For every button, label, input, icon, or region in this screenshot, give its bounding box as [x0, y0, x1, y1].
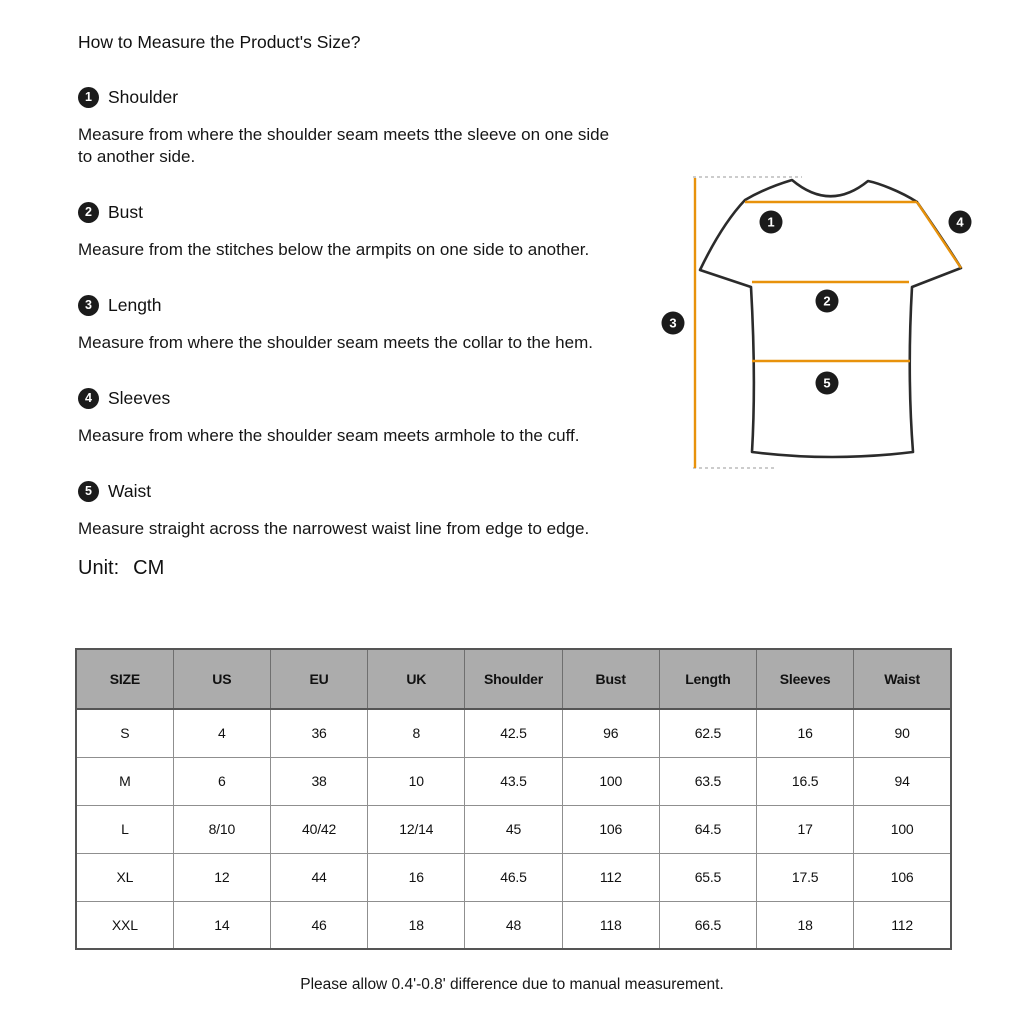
- table-cell: 44: [270, 853, 367, 901]
- section-shoulder: [78, 86, 618, 168]
- table-cell: 94: [854, 757, 951, 805]
- column-header: US: [173, 649, 270, 709]
- unit-label: Unit:: [78, 557, 120, 579]
- column-header: Shoulder: [465, 649, 562, 709]
- table-cell: 8/10: [173, 805, 270, 853]
- table-cell: 6: [173, 757, 270, 805]
- tshirt-outline: [700, 180, 961, 457]
- number-badge-3: 3: [78, 295, 99, 316]
- table-cell: 36: [270, 709, 367, 757]
- section-heading: [78, 294, 618, 316]
- table-cell: 46: [270, 901, 367, 949]
- size-table: [75, 648, 952, 950]
- section-label: Sleeves: [108, 387, 171, 408]
- table-cell: 17.5: [757, 853, 854, 901]
- measure-guide: [78, 31, 618, 580]
- diagram-marker-5: [816, 372, 839, 395]
- section-description: Measure from where the shoulder seam meets tthe sleeve on one side to another side.: [78, 125, 610, 166]
- table-cell: 64.5: [659, 805, 756, 853]
- diagram-marker-4: [949, 211, 972, 234]
- column-header: UK: [368, 649, 465, 709]
- table-cell: 112: [562, 853, 659, 901]
- table-cell: 38: [270, 757, 367, 805]
- column-header: EU: [270, 649, 367, 709]
- column-header: Waist: [854, 649, 951, 709]
- size-table-container: [75, 648, 952, 950]
- section-label: Shoulder: [108, 86, 179, 107]
- section-description: Measure straight across the narrowest waist line from edge to edge.: [78, 519, 590, 538]
- column-header: Bust: [562, 649, 659, 709]
- section-description: Measure from where the shoulder seam meets the collar to the hem.: [78, 333, 593, 352]
- tshirt-diagram-svg: [650, 160, 1024, 490]
- svg-text:5: 5: [823, 375, 831, 391]
- size-table-body: [76, 709, 951, 949]
- table-cell: 63.5: [659, 757, 756, 805]
- table-cell: 42.5: [465, 709, 562, 757]
- table-cell: 96: [562, 709, 659, 757]
- size-table-header: [76, 649, 951, 709]
- number-badge-1: 1: [78, 87, 99, 108]
- section-length: [78, 294, 618, 354]
- table-cell: 66.5: [659, 901, 756, 949]
- table-cell: 40/42: [270, 805, 367, 853]
- table-cell: 90: [854, 709, 951, 757]
- table-cell: XL: [76, 853, 173, 901]
- table-cell: 106: [562, 805, 659, 853]
- svg-text:1: 1: [767, 214, 775, 230]
- table-row: [76, 901, 951, 949]
- column-header: Length: [659, 649, 756, 709]
- table-cell: 4: [173, 709, 270, 757]
- section-heading: [78, 387, 618, 409]
- table-row: [76, 805, 951, 853]
- table-cell: 100: [562, 757, 659, 805]
- tshirt-measure-diagram: [650, 160, 1024, 490]
- diagram-marker-2: [816, 290, 839, 313]
- page-title: How to Measure the Product's Size?: [78, 32, 361, 52]
- section-description: Measure from the stitches below the armpits on one side to another.: [78, 240, 590, 259]
- table-cell: 46.5: [465, 853, 562, 901]
- table-cell: 18: [757, 901, 854, 949]
- table-cell: S: [76, 709, 173, 757]
- table-cell: 62.5: [659, 709, 756, 757]
- number-badge-5: 5: [78, 481, 99, 502]
- section-heading: [78, 86, 618, 108]
- table-row: [76, 709, 951, 757]
- table-cell: 65.5: [659, 853, 756, 901]
- svg-text:2: 2: [823, 293, 831, 309]
- svg-text:4: 4: [956, 214, 964, 230]
- number-badge-4: 4: [78, 388, 99, 409]
- section-label: Waist: [108, 480, 152, 501]
- column-header: Sleeves: [757, 649, 854, 709]
- table-cell: 118: [562, 901, 659, 949]
- section-bust: [78, 201, 618, 261]
- table-cell: 10: [368, 757, 465, 805]
- table-cell: 16: [368, 853, 465, 901]
- diagram-marker-1: [760, 211, 783, 234]
- svg-text:3: 3: [669, 315, 677, 331]
- table-cell: 16.5: [757, 757, 854, 805]
- unit-line: [78, 557, 618, 580]
- section-sleeves: [78, 387, 618, 447]
- table-cell: 12: [173, 853, 270, 901]
- table-cell: 17: [757, 805, 854, 853]
- table-row: [76, 757, 951, 805]
- section-waist: [78, 480, 618, 540]
- table-cell: 45: [465, 805, 562, 853]
- number-badge-2: 2: [78, 202, 99, 223]
- table-cell: XXL: [76, 901, 173, 949]
- table-cell: 43.5: [465, 757, 562, 805]
- section-description: Measure from where the shoulder seam meets armhole to the cuff.: [78, 426, 580, 445]
- table-cell: M: [76, 757, 173, 805]
- table-cell: 106: [854, 853, 951, 901]
- table-cell: 12/14: [368, 805, 465, 853]
- table-cell: L: [76, 805, 173, 853]
- table-cell: 18: [368, 901, 465, 949]
- table-row: [76, 853, 951, 901]
- table-cell: 16: [757, 709, 854, 757]
- section-heading: [78, 201, 618, 223]
- diagram-marker-3: [662, 312, 685, 335]
- table-cell: 8: [368, 709, 465, 757]
- table-cell: 14: [173, 901, 270, 949]
- section-label: Length: [108, 294, 162, 315]
- header-row: [76, 649, 951, 709]
- table-cell: 112: [854, 901, 951, 949]
- section-label: Bust: [108, 201, 144, 222]
- column-header: SIZE: [76, 649, 173, 709]
- table-cell: 100: [854, 805, 951, 853]
- measurement-disclaimer: Please allow 0.4'-0.8' difference due to manual measurement.: [300, 976, 724, 993]
- table-cell: 48: [465, 901, 562, 949]
- unit-value: CM: [133, 557, 165, 579]
- section-heading: [78, 480, 618, 502]
